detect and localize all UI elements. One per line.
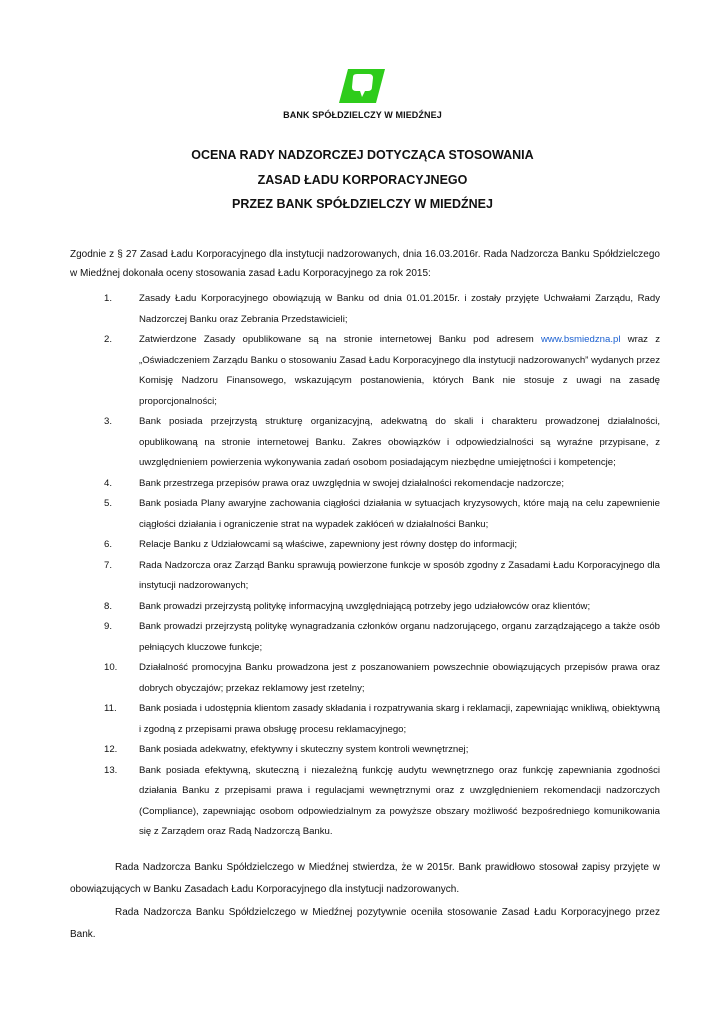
list-item-number: 7. [104,559,113,571]
list-item-text: Działalność promocyjna Banku prowadzona jest z poszanowaniem powszechnie obowiązujących przepisów prawa oraz dobrych obyczajów; przekaz reklamowy jest rzetelny; [139,662,660,694]
list-item-text: Bank posiada i udostępnia klientom zasady składania i rozpatrywania skarg i reklamacji, zapewniając wnikliwą, obiektywną i zgodną z przepisami prawa obsługę procesu reklamacyjnego; [139,703,660,735]
list-item-number: 4. [104,477,113,489]
closing-paragraph-1: Rada Nadzorcza Banku Spółdzielczego w Miedźnej stwierdza, że w 2015r. Bank prawidłowo stosował zapisy przyjęte w obowiązujących w Banku Zasadach Ładu Korporacyjnego dla instytucji nadzorowanych. [70,862,660,895]
list-item-number: 10. [104,662,118,673]
list-item-number: 3. [104,416,113,427]
list-item-text: Bank posiada adekwatny, efektywny i skuteczny system kontroli wewnętrznej; [139,744,469,755]
list-item-text: Bank posiada efektywną, skuteczną i niezależną funkcję audytu wewnętrznego oraz funkcję zapewniania zgodności działania Banku z przepisami prawa i regulacjami wewnętrznymi oraz z uwzględnieniem rekomendacji nadzorczych (Compliance), zapewniając osobom odpowiedzialnym za powyższe obszary możliwość bezpośredniego komunikowania się z Zarządem oraz Radą Nadzorczą Banku. [139,764,660,837]
list-item [70,535,660,556]
intro-paragraph: Zgodnie z § 27 Zasad Ładu Korporacyjnego dla instytucji nadzorowanych, dnia 16.03.2016r. Rada Nadzorcza Banku Spółdzielczego w Miedźnej dokonała oceny stosowania zasad Ładu Korporacyjnego za rok 2015: [70,249,660,279]
list-item-text-part: wraz z „Oświadczeniem Zarządu Banku o stosowaniu Zasad Ładu Korporacyjnego dla instytucji nadzorowanych” wydanych przez Komisję Nadzoru Finansowego, wskazującym postanowienia, których Bank nie stosuje z uwagi na zasadę proporcjonalności; [139,334,660,407]
list-item [70,597,660,618]
list-item-number: 1. [104,293,113,304]
page-title-line-1: OCENA RADY NADZORCZEJ DOTYCZĄCA STOSOWANIA [191,148,534,162]
list-item [70,617,660,658]
list-item [70,699,660,740]
list-item-number: 5. [104,498,113,509]
list-item [70,474,660,495]
list-item-text: Bank posiada Plany awaryjne zachowania ciągłości działania w sytuacjach kryzysowych, które mają na celu zapewnienie ciągłości działania i ograniczenie strat na wypadek zakłóceń w działalności Banku; [139,498,660,530]
list-item [70,658,660,699]
list-item-text: Bank przestrzega przepisów prawa oraz uwzględnia w swojej działalności rekomendacje nadzorcze; [139,477,565,489]
list-item-text: Bank prowadzi przejrzystą politykę wynagradzania członków organu nadzorującego, organu zarządzającego a także osób pełniących kluczowe funkcje; [139,621,660,653]
list-item-number: 8. [104,600,113,612]
list-item-text: Bank posiada przejrzystą strukturę organizacyjną, adekwatną do skali i charakteru prowadzonej działalności, opublikowaną na stronie internetowej Banku. Zakres obowiązków i odpowiedzialności są wyraźne przypisane, z uwzględnieniem powierzenia wykonywania zadań osobom posiadającym niezbędne umiejętności i kompetencje; [139,416,660,468]
list-item-number: 6. [104,539,113,550]
closing-paragraph-2: Rada Nadzorcza Banku Spółdzielczego w Miedźnej pozytywnie oceniła stosowanie Zasad Ładu Korporacyjnego przez Bank. [70,907,660,940]
bank-name: BANK SPÓŁDZIELCZY W MIEDŹNEJ [283,110,442,120]
list-item [70,761,660,843]
list-item [70,494,660,535]
list-item [70,556,660,597]
list-item [70,289,660,330]
page-title-line-2: ZASAD ŁADU KORPORACYJNEGO [257,173,468,187]
list-item-text: Relacje Banku z Udziałowcami są właściwe, zapewniony jest równy dostęp do informacji; [139,539,518,550]
list-item-text [139,330,660,412]
list-item-text: Rada Nadzorcza oraz Zarząd Banku sprawują powierzone funkcje w sposób zgodny z Zasadami Ładu Korporacyjnego dla instytucji nadzorowanych; [139,559,660,591]
list-item-text: Bank prowadzi przejrzystą politykę informacyjną uwzględniającą potrzeby jego udziałowców oraz klientów; [139,600,591,612]
list-item [70,330,660,412]
bank-logo-icon [339,69,385,103]
list-item-text-part: Zatwierdzone Zasady opublikowane są na stronie internetowej Banku pod adresem [139,334,541,345]
list-item-text: Zasady Ładu Korporacyjnego obowiązują w Banku od dnia 01.01.2015r. i zostały przyjęte Uchwałami Zarządu, Rady Nadzorczej Banku oraz Zebrania Przedstawicieli; [139,293,660,325]
list-item-number: 11. [104,703,117,714]
bank-website-link[interactable]: www.bsmiedzna.pl [541,334,621,345]
list-item [70,412,660,474]
list-item-number: 2. [104,334,113,345]
assessment-list [70,289,660,843]
list-item-number: 13. [104,764,118,776]
list-item [70,740,660,761]
list-item-number: 9. [104,621,113,632]
list-item-number: 12. [104,744,118,755]
page-title-line-3: PRZEZ BANK SPÓŁDZIELCZY W MIEDŹNEJ [232,197,493,211]
